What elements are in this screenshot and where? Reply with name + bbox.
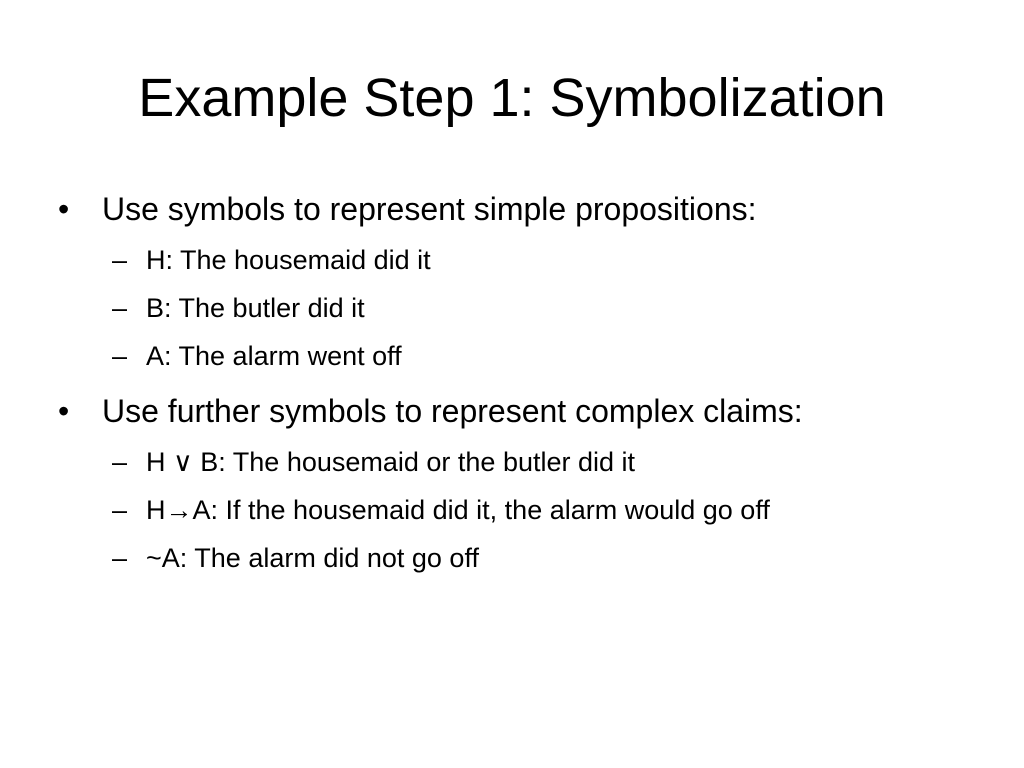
slide-content xyxy=(58,186,958,582)
sub-item-text: A: The alarm went off xyxy=(146,341,402,371)
bullet-text: Use further symbols to represent complex claims: xyxy=(102,393,803,429)
slide-title: Example Step 1: Symbolization xyxy=(138,68,886,128)
dash-marker: – xyxy=(112,293,128,323)
sub-item-text: H: The housemaid did it xyxy=(146,245,431,275)
dash-marker: – xyxy=(112,447,128,477)
sub-item xyxy=(58,236,958,284)
sub-item-text: H→A: If the housemaid did it, the alarm would go off xyxy=(146,495,770,525)
dash-marker: – xyxy=(112,495,128,525)
bullet-text: Use symbols to represent simple propositions: xyxy=(102,191,757,227)
sub-item-text: H ∨ B: The housemaid or the butler did it xyxy=(146,447,636,477)
bullet-item xyxy=(58,186,958,232)
bullet-item xyxy=(58,388,882,434)
spacer xyxy=(58,380,958,388)
sub-item xyxy=(58,486,958,534)
sub-list xyxy=(58,438,958,582)
bullet-marker: • xyxy=(58,191,70,227)
dash-marker: – xyxy=(112,543,128,573)
dash-marker: – xyxy=(112,341,128,371)
sub-item-text: ~A: The alarm did not go off xyxy=(146,543,479,573)
sub-item xyxy=(58,284,958,332)
sub-list xyxy=(58,236,958,380)
sub-item xyxy=(58,332,958,380)
bullet-marker: • xyxy=(58,393,70,429)
sub-item xyxy=(58,438,958,486)
dash-marker: – xyxy=(112,245,128,275)
sub-item xyxy=(58,534,958,582)
sub-item-text: B: The butler did it xyxy=(146,293,365,323)
